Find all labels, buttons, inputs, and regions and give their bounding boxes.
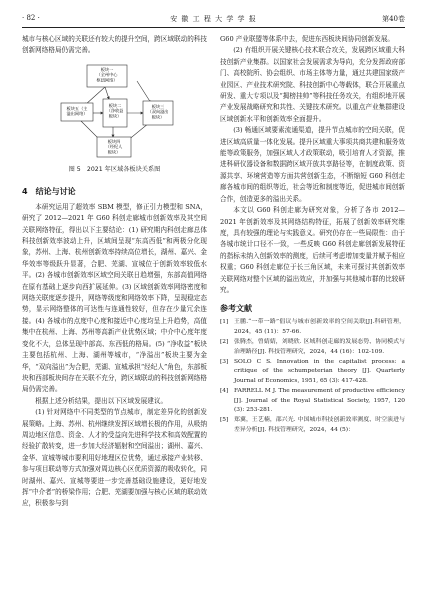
reference-number: [4]: [220, 388, 229, 395]
node-label-line: 溢出网络）: [66, 111, 88, 117]
journal-title: 安 徽 工 程 大 学 学 报: [170, 15, 257, 23]
references-title: 参考文献: [220, 304, 252, 314]
node-label-line: （双向溢出: [147, 109, 169, 115]
suggestion-intro-paragraph: 根据上述分析结果，提出以下区域发展建议。: [35, 396, 168, 405]
suggestion-2-paragraph: (2) 有组织开展关键核心技术联合攻关，发展跨区域重大科技创新产业集群。以国家社会发展需求为导向，充分发挥政府部门、高校院所、协会组织、市场主体等力量，通过共建国家级产业园区、产业技术研究院、科技创新中心等载体，联合开展重点研发、重大专项以及“揭榜挂帅”等科技任务攻关，有组织地开展产业发展战略研究和共性、关键技术研究。以重点产业集群建设区域创新水平和创新效率全面提升。: [220, 46, 405, 123]
node-label-line: 板块）: [151, 114, 165, 120]
node-label-line: （经纪人: [105, 144, 123, 150]
node-label-line: 板块三: [151, 103, 165, 109]
right-column: [220, 34, 405, 436]
reference-item: [220, 387, 405, 415]
node-label-line: 板块）: [108, 113, 122, 119]
reference-item: [220, 318, 405, 337]
references-list: [220, 318, 405, 435]
node-top: [87, 65, 127, 87]
volume-label: 第40卷: [382, 15, 405, 23]
reference-text: 张腾杰，曾婧婧，刘晓欣. 区域科创走廊的发展态势、协同模式与治理路径[J]. 科技管理研究，2024，44 (16)：102-109.: [234, 339, 405, 355]
reference-number: [5]: [220, 417, 229, 424]
node-label-line: 板块五（主: [66, 105, 88, 111]
page-header: [22, 14, 405, 28]
svg-text:板块五（主溢出网络）: [67, 105, 89, 117]
reference-number: [2]: [220, 339, 229, 346]
node-label-line: 板块）: [107, 149, 121, 155]
reference-number: [1]: [220, 319, 229, 326]
intro-text: 城市与核心区域的关联还有较大的提升空间，跨区域联动的科技创新网络格局仍需完善。: [22, 35, 207, 55]
node-label-line: 枢纽网络）: [96, 77, 118, 83]
suggestion-1-paragraph: (1) 针对网络中不同类型的节点城市，制定差异化的创新发展策略。上海、苏州、杭州继续发挥区域增长极的作用，从吸纳周边地区信息、资金、人才的受益向先进科学技术和高效配置的经验扩散转变，进一步加大经济辐射和空间溢出；湖州、嘉兴、金华、宣城等城市要利用好地理区位优势，通过承接产业转移、参与项目联动等方式加强对周边核心区优质资源的吸收转化，同时湖州、嘉兴、宣城等要进一步完善基础设施建设，更好地发挥“中介者”的桥梁作用；合肥、芜湖要加强与核心区域的联动效应，积极参与到: [22, 408, 207, 508]
figure-caption: 图 5 2021 年区域各板块关系图: [68, 165, 161, 173]
block-relation-figure: [22, 61, 207, 179]
arrow-top-left: [85, 87, 105, 105]
reference-text: 王鹏.“一带一路”倡议与城市创新效率的空间关联[J].科研管理，2024，45 (11)：57-66.: [234, 319, 405, 335]
header-rule: [22, 27, 405, 28]
node-label-line: 板块一: [100, 66, 114, 72]
reference-number: [3]: [220, 358, 229, 365]
node-label-line: 板块二: [108, 102, 122, 108]
arrow-top-right: [137, 81, 151, 103]
reference-text: 郑翼，王艺楠，邵兴光. 中国城市科技创新效率测度、时空演进与差异分析[J]. 科技管理研究，2024，44 (5)：: [234, 417, 405, 433]
section-title: 4 结论与讨论: [22, 186, 76, 196]
left-column: [22, 34, 207, 510]
conclusion-paragraph: 本研究运用了超效率 SBM 模型，修正引力模型和 SNA，研究了 2012—2021 年 G60 科创走廊城市创新效率及其空间关联网络特征，得出以下主要结论：(1) 研究期内科创走廊总体科技创新效率波动上升，区域间呈现“东高西低”和两极分化现象，苏州、上海、杭州创新效率持续高位增长，湖州、嘉兴、金华效率等级跃升显著，合肥、芜湖、宣城位于创新效率较低水平。(2) 各城市创新效率区域空间关联日趋增强，东部高值网络在原有基础上逐步向西扩展延伸。(3) 区域创新效率网络密度和网络关联度逐步提升，网络等级度和网络效率下降，呈现稳定态势，显示网络整体的可达性与连通性较好，但存在少量冗余连接。(4) 各城市的点度中心度和接近中心度均呈上升趋势，高值集中在杭州、上海、苏州等高新产业优势区域；中介中心度年度变化不大，总体呈现中部高、东西低的格局。(5) “净收益”板块主要包括杭州、上海、湖州等城市，“净溢出”板块主要为金华，“双向溢出”为合肥，芜湖、宣城承担“经纪人”角色，东部板块和西部板块间存在关联不充分，跨区域联动的科技创新网络格局仍需完善。: [22, 202, 207, 394]
page-number: · 82 ·: [22, 14, 40, 22]
arrow-top-center: [105, 87, 109, 99]
node-label-line: （净收益: [106, 108, 124, 114]
reference-text: SOLO C S. Innovation in the capitalist process: a critique of the schumpeterian theory [J]. Quarterly Journal of Economics, 1951, 65 (3): 417-428.: [234, 358, 405, 384]
block-relation-diagram: [57, 61, 177, 161]
node-right: [143, 101, 173, 125]
node-label-line: （全州中心: [96, 72, 118, 78]
suggestion-3-paragraph: (3) 畅通区域要素流通渠道，提升节点城市的空间关联，促进区域高质量一体化发展。提升区域重大事项共商共建和服务效能等政策服务，加强区域人才政策联动，吸引培育人才资源，推进科研仪器设备和数据跨区域开放共享路径等，在制度政策、资源共享、环境营造等方面共营创新生态，不断缩短 G60 科创走廊各城市间的组织等近，社会等近和制度等近，促进城市间创新合作，创造更多的溢出关系。: [220, 126, 405, 203]
continued-paragraph: G60 产业联盟等体系中去，促进东西板块间协同创新发展。: [220, 35, 395, 43]
limitations-paragraph: 本文以 G60 科创走廊为研究对象，分析了各市 2012—2021 年创新效率及其网络结构特征，拓展了创新效率研究维度，具有较强的理论与实践意义。研究仍存在一些局限性：由于各城市统计口径不一致，一些反映 G60 科创走廊创新发展特征的指标未纳入创新效率的测度，后续可考虑增加变量并赋予相应权重；G60 科创走廊位于长三角区域，未来可探讨其创新效率关联网络对整个区域的溢出效应，并加强与其他城市群的比较研究。: [220, 206, 405, 294]
node-bottom: [97, 137, 131, 157]
reference-text: FARRELL M J. The measurement of productive efficiency [J]. Journal of the Royal Statistical Society, 1957, 120 (3): 253-281.: [234, 388, 405, 413]
reference-item: [220, 358, 405, 386]
reference-item: [220, 338, 405, 357]
reference-item: [220, 416, 405, 435]
node-label-line: 板块四: [107, 138, 121, 144]
node-center: [103, 99, 127, 127]
node-left: [61, 103, 93, 121]
